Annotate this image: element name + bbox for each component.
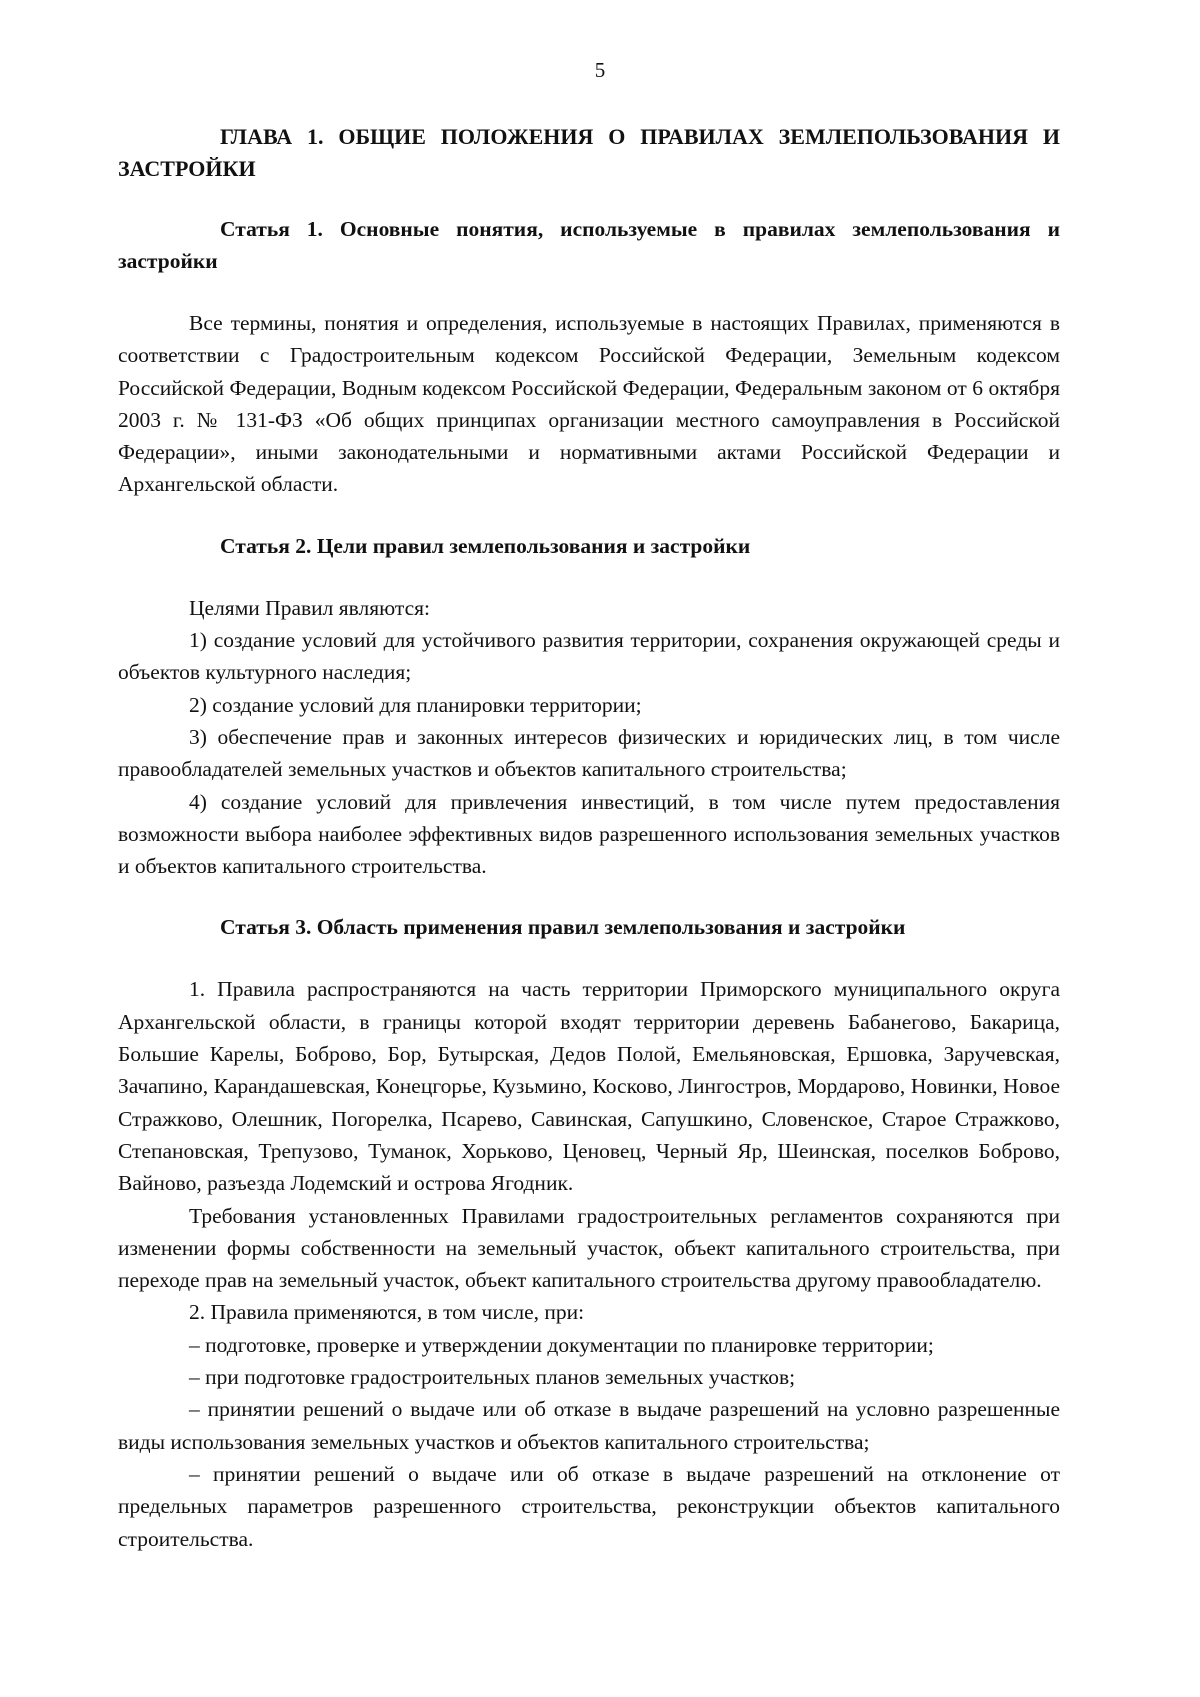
article-2-paragraph: 2) создание условий для планировки территории; [189,692,642,717]
article-2-paragraph: Целями Правил являются: [189,595,430,620]
article-2-paragraph: 1) создание условий для устойчивого развития территории, сохранения окружающей среды и объектов культурного наследия; [118,628,1060,685]
article-3-list-item: – принятии решений о выдаче или об отказе в выдаче разрешений на условно разрешенные виды использования земельных участков и объектов капитального строительства; [118,1397,1060,1454]
article-1-title: Статья 1. Основные понятия, используемые в правилах землепользования и застройки [118,217,1060,273]
page-number: 5 [594,58,606,82]
article-3-paragraph: Требования установленных Правилами градостроительных регламентов сохраняются при изменении формы собственности на земельный участок, объект капитального строительства, при переходе прав на земельный участок, объект капитального строительства другому правообладателю. [118,1203,1060,1293]
article-2-title: Статья 2. Цели правил землепользования и застройки [220,533,751,558]
article-3-list-item: – принятии решений о выдаче или об отказе в выдаче разрешений на отклонение от предельных параметров разрешенного строительства, реконструкции объектов капитального строительства. [118,1461,1060,1551]
article-3-paragraph: 1. Правила распространяются на часть территории Приморского муниципального округа Архангельской области, в границы которой входят территории деревень Бабанегово, Бакарица, Большие Карелы, Боброво, Бор, Бутырская, Дедов Полой, Емельяновская, Ершовка, Заручевская, Зачапино, Карандашевская, Конецгорье, Кузьмино, Косково, Лингостров, Мордарово, Новинки, Новое Стражково, Олешник, Погорелка, Псарево, Савинская, Сапушкино, Словенское, Старое Стражково, Степановская, Трепузово, Туманок, Хорьково, Ценовец, Черный Яр, Шеинская, поселков Боброво, Вайново, разъезда Лодемский и острова Ягодник. [118,977,1060,1196]
article-3-title: Статья 3. Область применения правил землепользования и застройки [220,915,906,940]
article-3-list-item: – подготовке, проверке и утверждении документации по планировке территории; [189,1332,934,1357]
article-2-paragraph: 3) обеспечение прав и законных интересов физических и юридических лиц, в том числе правообладателей земельных участков и объектов капитального строительства; [118,724,1060,782]
article-3-paragraph: 2. Правила применяются, в том числе, при: [189,1300,585,1325]
chapter-title: ГЛАВА 1. ОБЩИЕ ПОЛОЖЕНИЯ О ПРАВИЛАХ ЗЕМЛЕПОЛЬЗОВАНИЯ И ЗАСТРОЙКИ [118,124,1060,181]
article-2-paragraph: 4) создание условий для привлечения инвестиций, в том числе путем предоставления возможности выбора наиболее эффективных видов разрешенного использования земельных участков и объектов капитального строительства. [118,789,1060,879]
article-3-list-item: – при подготовке градостроительных планов земельных участков; [189,1365,796,1390]
article-1-paragraph: Все термины, понятия и определения, используемые в настоящих Правилах, применяются в соответствии с Градостроительным кодексом Российской Федерации, Земельным кодексом Российской Федерации, Водным кодексом Российской Федерации, Федеральным законом от 6 октября 2003 г. № 131-ФЗ «Об общих принципах организации местного самоуправления в Российской Федерации», иными законодательными и нормативными актами Российской Федерации и Архангельской области. [118,311,1060,497]
